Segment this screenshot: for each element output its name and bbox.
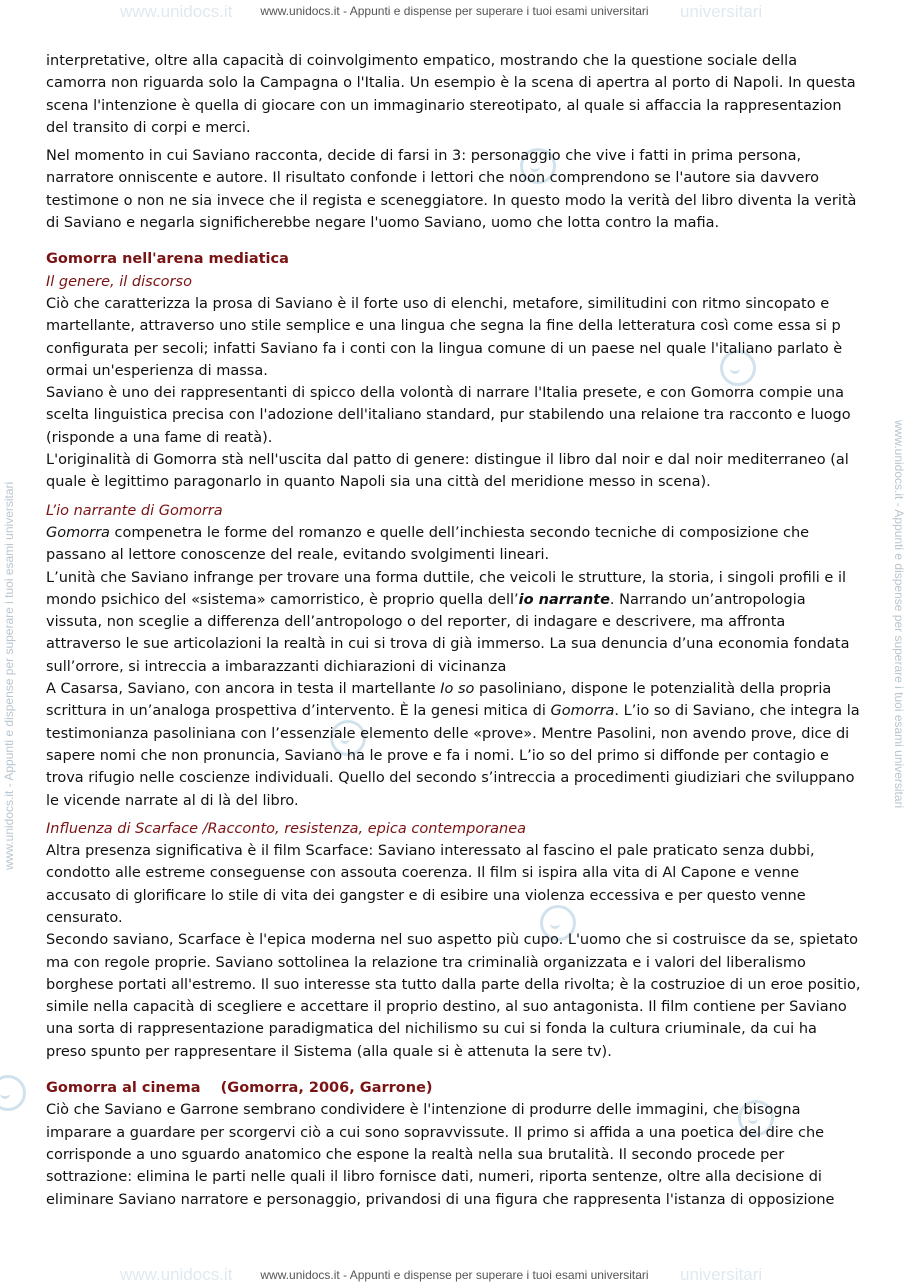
subheading-io-narrante: L’io narrante di Gomorra bbox=[46, 502, 223, 519]
watermark-left-side: www.unidocs.it - Appunti e dispense per superare i tuoi esami universitari bbox=[2, 481, 16, 870]
watermark-ghost-right: universitari bbox=[680, 2, 763, 21]
text-run: compenetra le forme del romanzo e quelle dell’inchiesta secondo tecniche di composizione che passano al lettore conoscenze del reale, evitando svolgimenti lineari. bbox=[46, 524, 810, 564]
body-paragraph: Secondo saviano, Scarface è l'epica moderna nel suo aspetto più cupo. L'uomo che si costruisce da se, spietato ma con regole proprie. Saviano sottolinea la relazione tra criminalià organizzata e i valori del liberalismo borghese portati all'estremo. Il suo interesse sta tutto dalla parte della rivolta; è la costruzioe di un eroe positio, simile nella capacità di scegliere e accettare il proprio destino, al suo antagonista. Il film contiene per Saviano una sorta di rappresentazione paradigmatica del nichilismo su cui si fonda la cultura criuminale, da cui ha preso spunto per rappresentare il Sistema (alla quale si è attenuta la sere tv). bbox=[46, 932, 861, 1060]
text-run: . L’io so di Saviano, che integra la testimonianza pasoliniana con l’essenziale elemento delle «prove». Mentre Pasolini, non avendo prove, dice di sapere nomi che non pronuncia, Saviano ha le prove e fa i nomi. L’io so del primo si diffonde per contagio e trova rifugio nelle coscienze individuali. Quello del secondo s’intreccia a procedimenti giudiziari che sviluppano le vicende narrate al di là del libro. bbox=[46, 703, 860, 809]
intro-paragraph: interpretative, oltre alla capacità di coinvolgimento empatico, mostrando che la questione sociale della camorra non riguarda solo la Campagna o l'Italia. Un esempio è la scena di apertra al porto di Napoli. In questa scena l'intenzione è quella di giocare con un immaginario stereotipato, al quale si affaccia la rappresentazion del transito di corpi e merci. bbox=[46, 53, 856, 136]
italic-title: Gomorra bbox=[550, 703, 615, 720]
body-paragraph bbox=[46, 522, 861, 567]
section-heading-cinema: Gomorra al cinema (Gomorra, 2006, Garrone) bbox=[46, 1080, 433, 1097]
watermark-ghost-left: www.unidocs.it bbox=[120, 2, 233, 21]
body-paragraph: Ciò che caratterizza la prosa di Saviano è il forte uso di elenchi, metafore, similitudini con ritmo sincopato e martellante, attraverso uno stile semplice e una lingua che segna la fine della letteratura così come essa si p configurata per secoli; infatti Saviano fa i conti con la lingua comune di un paese nel quale l'italiano parlato è ormai un'esperienza di massa. bbox=[46, 295, 843, 379]
subheading-genere-discorso: Il genere, il discorso bbox=[46, 273, 192, 290]
text-run: A Casarsa, Saviano, con ancora in testa il martellante bbox=[46, 681, 441, 698]
intro-paragraph: Nel momento in cui Saviano racconta, decide di farsi in 3: personaggio che vive i fatti in prima persona, narratore onniscente e autore. Il risultato confonde i lettori che noon comprendono se l'autore sia davvero testimone o non ne sia invece che il regista e sceneggiatore. In questo modo la verità del libro diventa la verità di Saviano e negarla significherebbe negare l'uomo Saviano, uomo che lotta contro la mafia. bbox=[46, 148, 857, 232]
body-paragraph: L'originalità di Gomorra stà nell'uscita dal patto di genere: distingue il libro dal noir e dal noir mediterraneo (al quale è legittimo paragonarlo in quanto Napoli sia una città del meridione messo in scena). bbox=[46, 452, 849, 491]
emphasis-io-narrante: io narrante bbox=[518, 591, 610, 608]
italic-io-so: Io so bbox=[440, 681, 475, 698]
body-paragraph: Altra presenza significativa è il film Scarface: Saviano interessato al fascino el pale praticato senza dubbi, condotto alle estreme conseguense con assouta coerenza. Il film si ispira alla vita di Al Capone e venne accusato di glorificare lo stile di vita dei gangster e di esibire una violenza eccessiva e per questo venne censurato. bbox=[46, 843, 815, 926]
text-run: L’unità che Saviano infrange per trovare una forma duttile, che veicoli le strutture, la storia, i singoli profili e il mondo psichico del «sistema» camorristico, è proprio quella dell’ bbox=[46, 569, 846, 608]
watermark-footer: www.unidocs.it - Appunti e dispense per superare i tuoi esami universitari bbox=[260, 1268, 649, 1282]
watermark-ghost-bottom-right: universitari bbox=[680, 1265, 763, 1284]
text-run: . Narrando un’antropologia vissuta, non sceglie a differenza dell’antropologo o del reporter, di indagare e descrivere, ma affronta attraverso le sue articolazioni la realtà in cui si trova di già immerso. La sua denuncia d’una economia fondata sull’orrore, si intreccia a imbarazzanti dichiarazioni di vicinanza bbox=[46, 591, 850, 675]
subheading-scarface: Influenza di Scarface /Racconto, resistenza, epica contemporanea bbox=[46, 820, 527, 837]
body-paragraph: Ciò che Saviano e Garrone sembrano condividere è l'intenzione di produrre delle immagini, che bisogna imparare a guardare per scorgervi ciò a cui sono sopravvissute. Il primo si affida a una poetica del dire che corrisponde a uno sguardo anatomico che espone la realtà nella sua brutalità. Il secondo procede per sottrazione: elimina le parti nelle quali il libro fornisce dati, numeri, riporta sentenze, oltre alla decisione di eliminare Saviano narratore e personaggio, privandosi di una figura che rappresenta l'istanza di opposizione bbox=[46, 1102, 835, 1208]
section-heading-arena-mediatica: Gomorra nell'arena mediatica bbox=[46, 251, 289, 268]
watermark-header: www.unidocs.it - Appunti e dispense per superare i tuoi esami universitari bbox=[260, 4, 649, 18]
body-paragraph bbox=[46, 567, 861, 678]
document-body bbox=[46, 50, 861, 1211]
body-paragraph: Saviano è uno dei rappresentanti di spicco della volontà di narrare l'Italia presete, e con Gomorra compie una scelta linguistica precisa con l'adozione dell'italiano standard, pur stabilendo una relaione tra racconto e luogo (risponde a una fame di reatà). bbox=[46, 385, 851, 446]
watermark-right-side: www.unidocs.it - Appunti e dispense per superare i tuoi esami universitari bbox=[892, 420, 906, 809]
unidocs-logo-icon bbox=[0, 1075, 26, 1111]
body-paragraph bbox=[46, 678, 861, 812]
watermark-ghost-bottom-left: www.unidocs.it bbox=[120, 1265, 233, 1284]
text-run: pasoliniano, dispone le potenzialità della propria scrittura in un’analoga prospettiva d’intervento. È la genesi mitica di bbox=[46, 681, 832, 720]
italic-title: Gomorra bbox=[46, 524, 110, 541]
